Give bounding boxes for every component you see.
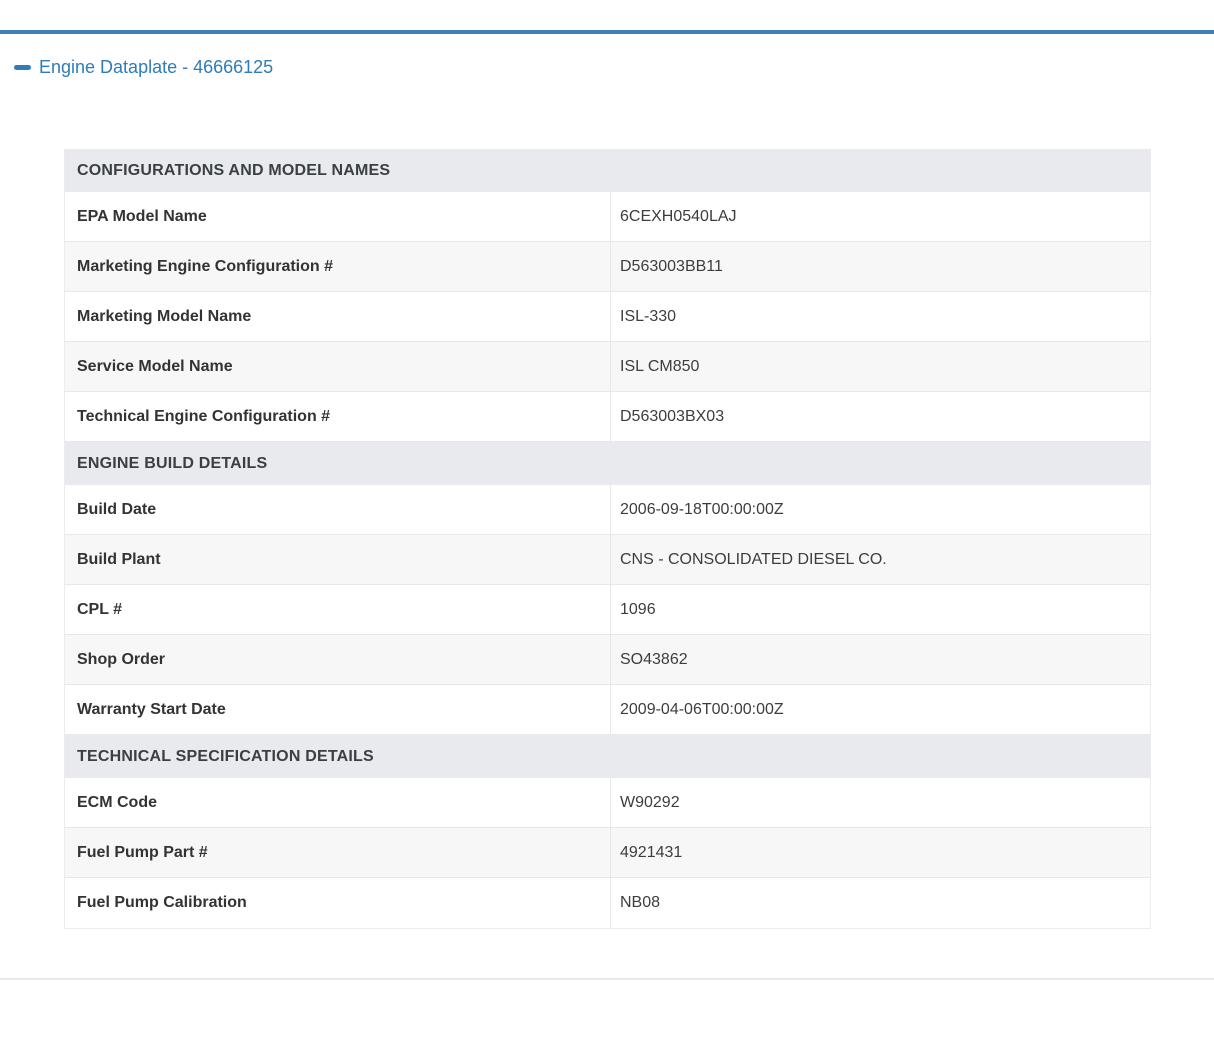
row-label: Marketing Engine Configuration #	[65, 242, 611, 291]
row-value: 4921431	[620, 843, 683, 861]
row-value: D563003BX03	[620, 407, 725, 425]
section-title: TECHNICAL SPECIFICATION DETAILS	[77, 747, 374, 765]
row-label: Fuel Pump Part #	[65, 828, 611, 877]
row-label: Warranty Start Date	[65, 685, 611, 734]
row-value: 2009-04-06T00:00:00Z	[620, 700, 784, 718]
top-accent-rule	[0, 30, 1214, 34]
table-row	[65, 342, 1150, 392]
table-row	[65, 485, 1150, 535]
collapse-minus-icon	[14, 65, 31, 70]
row-value: SO43862	[620, 650, 688, 668]
table-row	[65, 778, 1150, 828]
table-row	[65, 535, 1150, 585]
section-title: CONFIGURATIONS AND MODEL NAMES	[77, 161, 391, 179]
row-label: Marketing Model Name	[65, 292, 611, 341]
table-row	[65, 685, 1150, 735]
row-value: 6CEXH0540LAJ	[620, 207, 737, 225]
panel-title[interactable]: Engine Dataplate - 46666125	[39, 57, 274, 77]
section-header-engine-build	[65, 442, 1150, 485]
row-label: CPL #	[65, 585, 611, 634]
row-value: CNS - CONSOLIDATED DIESEL CO.	[620, 550, 887, 568]
row-label: Shop Order	[65, 635, 611, 684]
row-label: Fuel Pump Calibration	[65, 878, 611, 928]
row-value: W90292	[620, 793, 680, 811]
section-title: ENGINE BUILD DETAILS	[77, 454, 268, 472]
row-value: 2006-09-18T00:00:00Z	[620, 500, 784, 518]
dataplate-table	[64, 149, 1151, 929]
section-header-configurations	[65, 149, 1150, 192]
row-value: D563003BB11	[620, 257, 723, 275]
row-value: ISL CM850	[620, 357, 700, 375]
table-row	[65, 878, 1150, 928]
row-label: ECM Code	[65, 778, 611, 827]
row-value: ISL-330	[620, 307, 677, 325]
row-label: Build Date	[65, 485, 611, 534]
engine-dataplate-toggle[interactable]	[14, 55, 273, 80]
table-row	[65, 585, 1150, 635]
table-row	[65, 192, 1150, 242]
table-row	[65, 392, 1150, 442]
row-value: NB08	[620, 894, 661, 911]
row-label: EPA Model Name	[65, 192, 611, 241]
row-label: Technical Engine Configuration #	[65, 392, 611, 441]
bottom-divider	[0, 978, 1214, 980]
section-header-technical-spec	[65, 735, 1150, 778]
row-value: 1096	[620, 600, 656, 618]
table-row	[65, 292, 1150, 342]
table-row	[65, 635, 1150, 685]
row-label: Build Plant	[65, 535, 611, 584]
table-row	[65, 242, 1150, 292]
row-label: Service Model Name	[65, 342, 611, 391]
table-row	[65, 828, 1150, 878]
